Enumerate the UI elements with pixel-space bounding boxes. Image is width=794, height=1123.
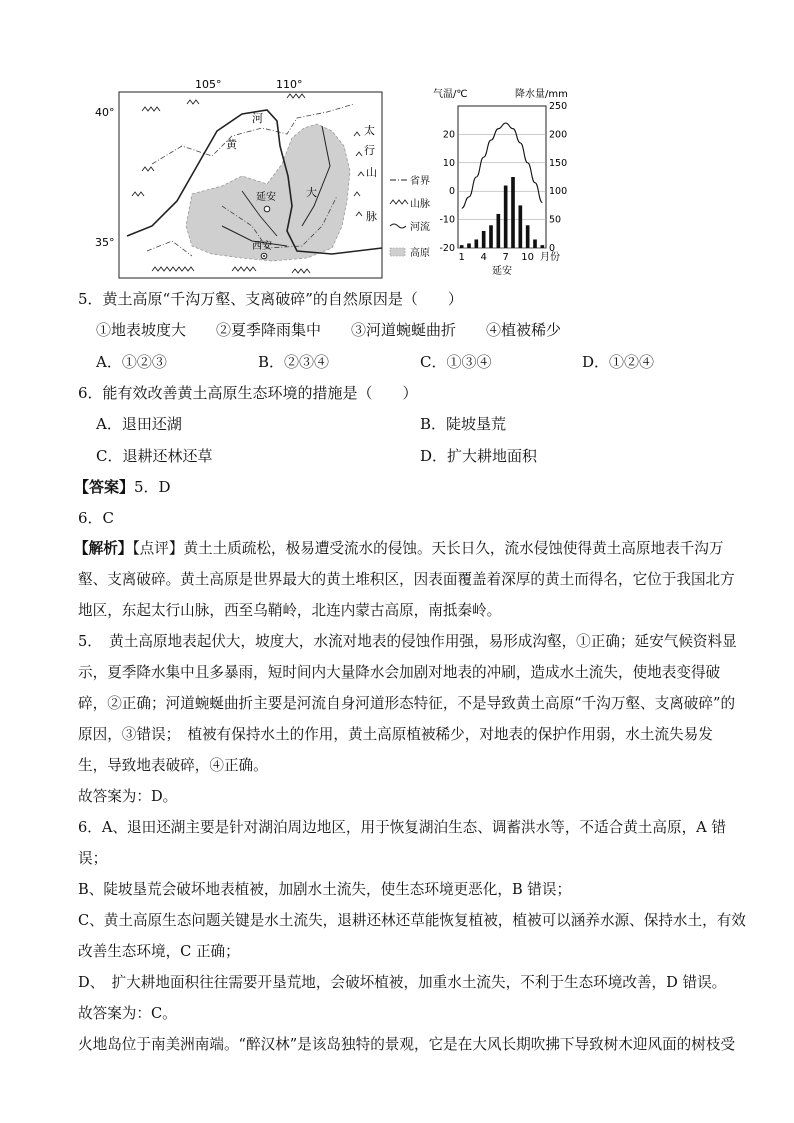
precip-tick-label: 150: [549, 157, 568, 169]
answer-q5: 5．D: [134, 478, 171, 496]
precip-tick-label: 0: [549, 243, 556, 254]
legend-boundary-label: 省界: [410, 176, 430, 187]
month-tick-10: 10: [521, 252, 535, 263]
lon-105-label: 105°: [195, 78, 222, 91]
precip-bar: [541, 245, 545, 248]
analysis-text-1: 【点评】黄土土质疏松，极易遭受流水的侵蚀。天长日久，流水侵蚀使得黄土高原地表千沟万: [132, 540, 724, 557]
precip-axis-label: 降水量/mm: [515, 89, 568, 100]
taihang-label-4: 脉: [366, 210, 377, 223]
next-question-intro: 火地岛位于南美洲南端。“醉汉林”是该岛独特的景观，它是在大风长期吹拂下导致树木迎风面的树枝受: [78, 1036, 736, 1053]
river-da-label: 大: [306, 186, 317, 199]
analysis-line-7: 原因，③错误； 植被有保持水土的作用，黄土高原植被稀少，对地表的保护作用弱，水土流失易发: [78, 726, 713, 743]
analysis-line-12: B、陡坡垦荒会破坏地表植被，加剧水土流失，使生态环境更恶化，B 错误；: [78, 881, 572, 898]
analysis-line-1: [74, 539, 723, 559]
station-label: 延安: [492, 266, 512, 277]
month-tick-4: 4: [480, 252, 487, 263]
answer-q6: 6．C: [78, 509, 115, 527]
lon-110-label: 110°: [276, 78, 303, 91]
precip-tick-label: 250: [549, 101, 568, 112]
q6-option-a: A．退田还湖: [96, 415, 182, 433]
analysis-line-11: 误；: [78, 850, 108, 867]
map-legend: [390, 174, 430, 259]
precip-tick-label: 50: [549, 214, 562, 226]
answer-tag: 【答案】: [74, 478, 135, 496]
legend-mountain-label: 山脉: [410, 199, 430, 210]
q5-option-b: B．②③④: [258, 353, 330, 371]
legend-plateau-symbol: [390, 248, 405, 256]
analysis-line-3: 地区，东起太行山脉，西至乌鞘岭，北连内蒙古高原，南抵秦岭。: [78, 602, 502, 619]
precip-bar: [519, 205, 523, 248]
q6-option-d: D．扩大耕地面积: [420, 447, 538, 465]
lat-35-label: 35°: [95, 236, 115, 249]
legend-mountain-symbol: [390, 200, 408, 204]
precip-bar: [467, 243, 471, 248]
taihang-label-3: 山: [366, 166, 377, 179]
temperature-line: [462, 123, 543, 208]
q5-option-d: D．①②④: [582, 353, 655, 371]
month-tick-1: 1: [458, 252, 465, 263]
analysis-line-2: 壑、支离破碎。黄土高原是世界最大的黄土堆积区，因表面覆盖着深厚的黄土而得名，它位于我国北方: [78, 571, 735, 588]
month-unit-label: 月份: [540, 252, 560, 263]
temp-tick-label: 10: [442, 157, 455, 169]
river-he-label: 河: [252, 112, 263, 125]
precip-bar: [482, 231, 486, 248]
temp-tick-label: -10: [439, 214, 455, 226]
analysis-line-5: 示，夏季降水集中且多暴雨，短时间内大量降水会加剧对地表的冲刷，造成水土流失，使地表变得破: [78, 664, 721, 681]
legend-river-symbol: [390, 224, 406, 228]
chart-frame: [458, 106, 546, 248]
yanan-dot: [264, 206, 270, 212]
loess-plateau-map: [92, 76, 436, 282]
q5-option-a: A．①②③: [96, 353, 167, 371]
precip-bar: [475, 239, 479, 248]
legend-plateau-label: 高原: [410, 248, 430, 259]
q5-stem: 5．黄土高原“千沟万壑、支离破碎”的自然原因是（ ）: [78, 290, 463, 308]
month-tick-7: 7: [502, 252, 509, 263]
analysis-line-16: 故答案为：C。: [78, 1005, 177, 1022]
precip-bar: [526, 225, 530, 248]
q6-option-b: B．陡坡垦荒: [420, 415, 507, 433]
taihang-label-1: 太: [364, 124, 375, 137]
river-huang-label: 黄: [226, 138, 237, 151]
yanan-label: 延安: [256, 192, 276, 203]
yanan-climate-chart: [430, 86, 580, 282]
precip-bar: [511, 177, 515, 248]
analysis-line-14: 改善生态环境，C 正确；: [78, 943, 240, 960]
analysis-line-8: 生，导致地表破碎，④正确。: [78, 757, 268, 774]
precip-bar: [497, 214, 501, 248]
precip-bar: [533, 239, 537, 248]
q6-stem: 6．能有效改善黄土高原生态环境的措施是（ ）: [78, 384, 418, 402]
analysis-line-9: 故答案为：D。: [78, 788, 178, 805]
taihang-label-2: 行: [364, 144, 375, 157]
q5-items: ①地表坡度大 ②夏季降雨集中 ③河道蜿蜒曲折 ④植被稀少: [96, 321, 562, 339]
analysis-line-6: 碎，②正确；河道蜿蜒曲折主要是河流自身河道形态特征，不是导致黄土高原“千沟万壑、支离破碎”的: [78, 695, 736, 712]
q5-option-c: C．①③④: [420, 353, 492, 371]
precip-tick-label: 200: [549, 129, 568, 141]
xian-label: 西安: [252, 241, 272, 252]
q6-option-c: C．退耕还林还草: [96, 447, 213, 465]
precip-tick-label: 100: [549, 186, 568, 198]
temp-tick-label: -20: [439, 243, 455, 254]
analysis-line-4: 5． 黄土高原地表起伏大，坡度大，水流对地表的侵蚀作用强，易形成沟壑，①正确；延安气候资料显: [78, 633, 737, 650]
analysis-line-10: 6．A、退田还湖主要是针对湖泊周边地区，用于恢复湖泊生态、调蓄洪水等，不适合黄土高原，A 错: [78, 819, 726, 836]
precip-bar: [489, 225, 493, 248]
temp-tick-label: 0: [448, 186, 455, 198]
precip-bar: [460, 245, 464, 248]
lat-40-label: 40°: [95, 106, 115, 119]
analysis-line-15: D、 扩大耕地面积往往需要开垦荒地，会破坏植被，加重水土流失，不利于生态环境改善，D 错误。: [78, 974, 727, 991]
analysis-line-13: C、黄土高原生态问题关键是水土流失，退耕还林还草能恢复植被，植被可以涵养水源、保持水土，有效: [78, 912, 746, 929]
temp-tick-label: 20: [442, 129, 455, 141]
analysis-tag: 【解析】: [74, 540, 133, 557]
answer-line: [74, 477, 171, 497]
temp-axis-label: 气温/℃: [433, 89, 468, 100]
precip-bar: [504, 186, 508, 248]
legend-river-label: 河流: [410, 222, 430, 233]
